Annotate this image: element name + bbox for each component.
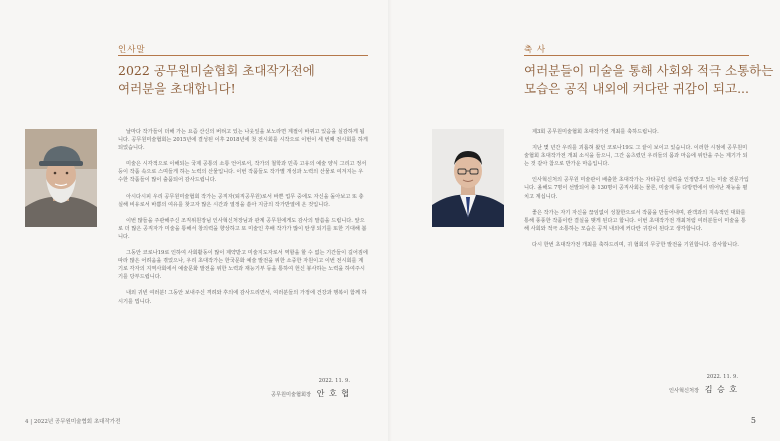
left-paragraph: 아시다시피 우리 공무원미술협회 작가는 공직자(퇴직공무원)로서 바쁜 업무 중에도 자신을 돌아보고 또 충실해 비유로서 바쁨의 여유를 찾고자 많은 시간과 열정을 쏟아 지금의 작가반열에 온 것입니다. [118, 193, 364, 208]
right-paragraph: 지난 몇 년간 우리를 괴롭혀 왔던 코로나19도 그 끝이 보이고 있습니다. 이러한 시점에 공무원미술협회 초대작가전 개최 소식을 들으니, 그간 움츠렸던 우리들의 몸과 마음에 위안을 주는 계기가 되는 것 같아 참으로 반가운 마음입니다. [524, 145, 748, 168]
left-headline-line2: 여러분을 초대합니다! [118, 81, 236, 96]
right-page-number: 5 [750, 416, 756, 425]
left-portrait-photo [25, 129, 97, 227]
right-page [390, 0, 780, 441]
left-signer [271, 388, 350, 399]
left-headline-line1: 2022 공무원미술협회 초대작가전에 [118, 63, 315, 78]
right-signer-title: 인사혁신처장 [668, 388, 700, 394]
left-paragraph: 내외 귀빈 여러분! 그동안 보내주신 격려와 후의에 감사드리면서, 여러분들의 가정에 건강과 행복이 함께 하시기를 빕니다. [118, 290, 367, 305]
right-portrait-illustration [432, 129, 504, 227]
right-paragraph: 좋은 작가는 자기 자신을 끊임없이 성찰한으로서 작품을 만들어내며, 관객과의 지속적인 대화를 통해 풍풍한 작품이란 결실을 맺게 된다고 합니다. 이번 초대작가전 개최처럼 여러분들이 미술을 통해 사회와 적극 소통하는 모습은 공직 내외에 커다란 귀감이 된다고 생각합니다. [524, 209, 746, 232]
right-section-label: 축 사 [524, 45, 547, 55]
right-headline [524, 62, 773, 98]
left-signer-name: 안 호 협 [316, 389, 350, 398]
left-headline [118, 62, 315, 98]
right-divider [524, 55, 749, 56]
left-paragraph: 미술은 시각적으로 이해되는 국제 공통의 소통 언어로서, 작가의 철학과 민족 고유의 예술 양식 그리고 정서 등이 작품 속으로 스며들게 하는 노력의 산물입니다. 이번 작품들도 작가별 개성과 노력의 산물로 여겨지는 우수한 작품들이 많이 출품되어 감사드립니다. [118, 161, 367, 184]
left-section-label: 인사말 [118, 45, 146, 55]
left-paragraph: 그동안 코로나19로 인하여 사회활동이 많이 제약받고 미술지도자로서 역할을 할 수 없는 기간들이 길어짐에 따라 많은 어려움을 겪었으나, 우리 초대작가는 한국문화 예술 발전을 위한 소중한 자원이고 이번 전시회를 계기로 각자의 지역사회에서 예술문화 발전을 위한 노력과 재능기부 등을 통하여 헌신 봉사하는 노력을 하여주시기를 당부드립니다. [118, 250, 368, 281]
left-paragraph: 이번 많들을 주관해주신 조직위원장님 인사혁신처장님과 관계 공무원에게도 감사의 말씀을 드립니다. 앞으로 더 많은 공직자가 미술을 통해서 창의력을 향상하고 또 미술인 후배 작가가 많이 탄생 되기를 또한 기대해 봅니다. [118, 217, 367, 240]
left-body [118, 128, 368, 314]
right-signer-name: 김 승 호 [704, 385, 738, 394]
right-paragraph: 제3회 공무원미술협회 초대작가전 개최를 축하드립니다. [532, 129, 659, 135]
left-footer: 4 | 2022년 공무원미술협회 초대작가전 [25, 419, 121, 425]
right-headline-line1: 여러분들이 미술을 통해 사회와 적극 소통하는 [524, 63, 774, 78]
left-portrait-illustration [25, 129, 97, 227]
right-date: 2022. 11. 9. [706, 374, 738, 380]
right-signer [669, 384, 738, 395]
right-portrait-photo [432, 129, 504, 227]
left-paragraph: 날마다 작가들이 더해 가는 요즘 산신의 버텨고 있는 나웃잎을 보노라면 계절이 바뀌고 있음을 실감하게 됩니다. 공무원미술협회는 2015년에 결성된 이후 2018년에 첫 전시회를 시작으로 이번이 세 번째 전시회를 하게 되었습니다. [118, 129, 368, 152]
right-paragraph: 인사혁신처의 공무원 미술관이 배출한 초대작가는 자타공인 실력을 인정받고 있는 미술 전문가입니다. 올해도 7명이 선발되어 총 130명이 공직사회는 물론, 미술계 등 다방면에서 뛰어난 재능을 펼치고 계십니다. [524, 177, 749, 200]
right-body [524, 128, 749, 257]
left-signer-title: 공무원미술협회장 [270, 392, 312, 398]
left-divider [118, 55, 368, 56]
left-date: 2022. 11. 9. [318, 378, 350, 384]
right-paragraph: 다시 한번 초대작가전 개최를 축하드리며, 귀 협회의 무궁한 발전을 기원합니다. 감사합니다. [532, 241, 739, 248]
right-headline-line2: 모습은 공직 내외에 커다란 귀감이 되고... [524, 81, 749, 96]
